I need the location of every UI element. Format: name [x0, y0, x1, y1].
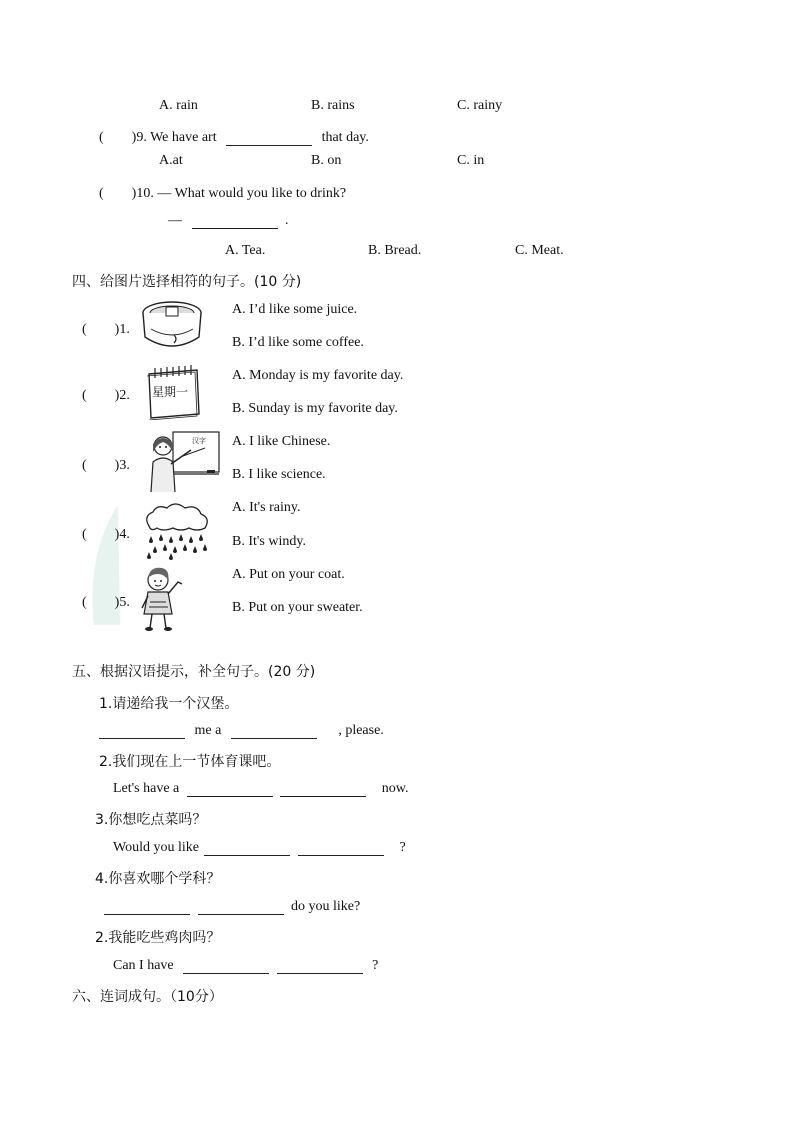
q9-option-b: B. on [311, 153, 342, 168]
s5-item3-blank2[interactable] [298, 841, 384, 856]
s5-item2-en [113, 781, 408, 797]
s5-item1-en [99, 723, 384, 739]
q8-option-b: B. rains [311, 98, 355, 113]
child-icon [140, 566, 186, 632]
s5-item4-text-end: do you like? [291, 899, 361, 914]
teacher-icon [143, 430, 221, 492]
s4-item5-b: B. Put on your sweater. [232, 600, 363, 615]
s4-item1-paren: ( )1. [82, 322, 130, 337]
s5-item5-text-end: ? [372, 958, 379, 973]
q10-answer-end: . [285, 213, 289, 228]
s4-item4-b: B. It's windy. [232, 534, 306, 549]
q10-option-b: B. Bread. [368, 243, 422, 258]
s5-item5-en [113, 958, 378, 974]
s5-item2-cn: 2.我们现在上一节体育课吧。 [99, 754, 281, 770]
s4-item3-b: B. I like science. [232, 467, 326, 482]
s5-item2-text-end: now. [381, 781, 409, 796]
s5-item1-cn: 1.请递给我一个汉堡。 [99, 696, 239, 712]
q10-text: — What would you like to drink? [157, 186, 347, 201]
s5-item5-cn: 2.我能吃些鸡肉吗？ [95, 930, 221, 946]
s5-item3-blank1[interactable] [204, 841, 290, 856]
s5-item4-blank2[interactable] [198, 900, 284, 915]
s5-item3-text-start: Would you like [113, 840, 199, 855]
s5-item5-blank1[interactable] [183, 959, 269, 974]
s5-item2-text-start: Let's have a [113, 781, 180, 796]
s4-item1-b: B. I’d like some coffee. [232, 335, 364, 350]
q9-question [99, 126, 369, 146]
q9-text-before: We have art [150, 130, 217, 145]
q9-text-after: that day. [321, 130, 369, 145]
s5-item1-blank2[interactable] [231, 724, 317, 739]
s5-item3-en [113, 840, 406, 856]
q9-blank[interactable] [226, 131, 312, 146]
s4-item3-paren: ( )3. [82, 458, 130, 473]
s5-item4-blank1[interactable] [104, 900, 190, 915]
s5-item2-blank2[interactable] [280, 782, 366, 797]
s4-item1-a: A. I’d like some juice. [232, 302, 358, 317]
s5-item4-cn: 4.你喜欢哪个学科？ [95, 871, 221, 887]
q10-option-c: C. Meat. [515, 243, 564, 258]
s4-item4-a: A. It's rainy. [232, 500, 301, 515]
q10-answer-line [168, 213, 289, 229]
s5-item3-text-end: ? [399, 840, 406, 855]
q10-paren: ( )10. [99, 186, 154, 201]
q10-option-a: A. Tea. [225, 243, 266, 258]
q9-option-c: C. in [457, 153, 485, 168]
board-text: 汉字 [192, 437, 206, 445]
s5-item3-cn: 3.你想吃点菜吗？ [95, 812, 207, 828]
q8-option-a: A. rain [159, 98, 198, 113]
section5-heading: 五、根据汉语提示，补全句子。(20 分) [72, 664, 316, 680]
s4-item2-paren: ( )2. [82, 388, 130, 403]
q10-blank[interactable] [192, 214, 278, 229]
s4-item4-paren: ( )4. [82, 527, 130, 542]
s5-item5-blank2[interactable] [277, 959, 363, 974]
q9-option-a: A.at [159, 153, 183, 168]
s4-item2-a: A. Monday is my favorite day. [232, 368, 404, 383]
q10-question [99, 182, 346, 202]
section6-heading: 六、连词成句。（10分） [72, 989, 223, 1005]
s5-item4-en [104, 899, 360, 915]
s4-item5-a: A. Put on your coat. [232, 567, 345, 582]
s5-item1-blank1[interactable] [99, 724, 185, 739]
q8-option-c: C. rainy [457, 98, 503, 113]
s4-item5-paren: ( )5. [82, 595, 130, 610]
cup-icon [141, 299, 203, 351]
s5-item5-text-start: Can I have [113, 958, 174, 973]
q9-paren: ( )9. [99, 130, 147, 145]
s5-item1-text-mid: me a [194, 723, 222, 738]
s5-item1-text-end: , please. [338, 723, 384, 738]
s4-item2-b: B. Sunday is my favorite day. [232, 401, 398, 416]
rain-cloud-icon [141, 502, 211, 560]
s4-item3-a: A. I like Chinese. [232, 434, 331, 449]
section4-heading: 四、给图片选择相符的句子。(10 分) [72, 274, 302, 290]
calendar-text: 星期一 [152, 385, 189, 399]
q10-answer-dash: — [168, 213, 182, 228]
s5-item2-blank1[interactable] [187, 782, 273, 797]
